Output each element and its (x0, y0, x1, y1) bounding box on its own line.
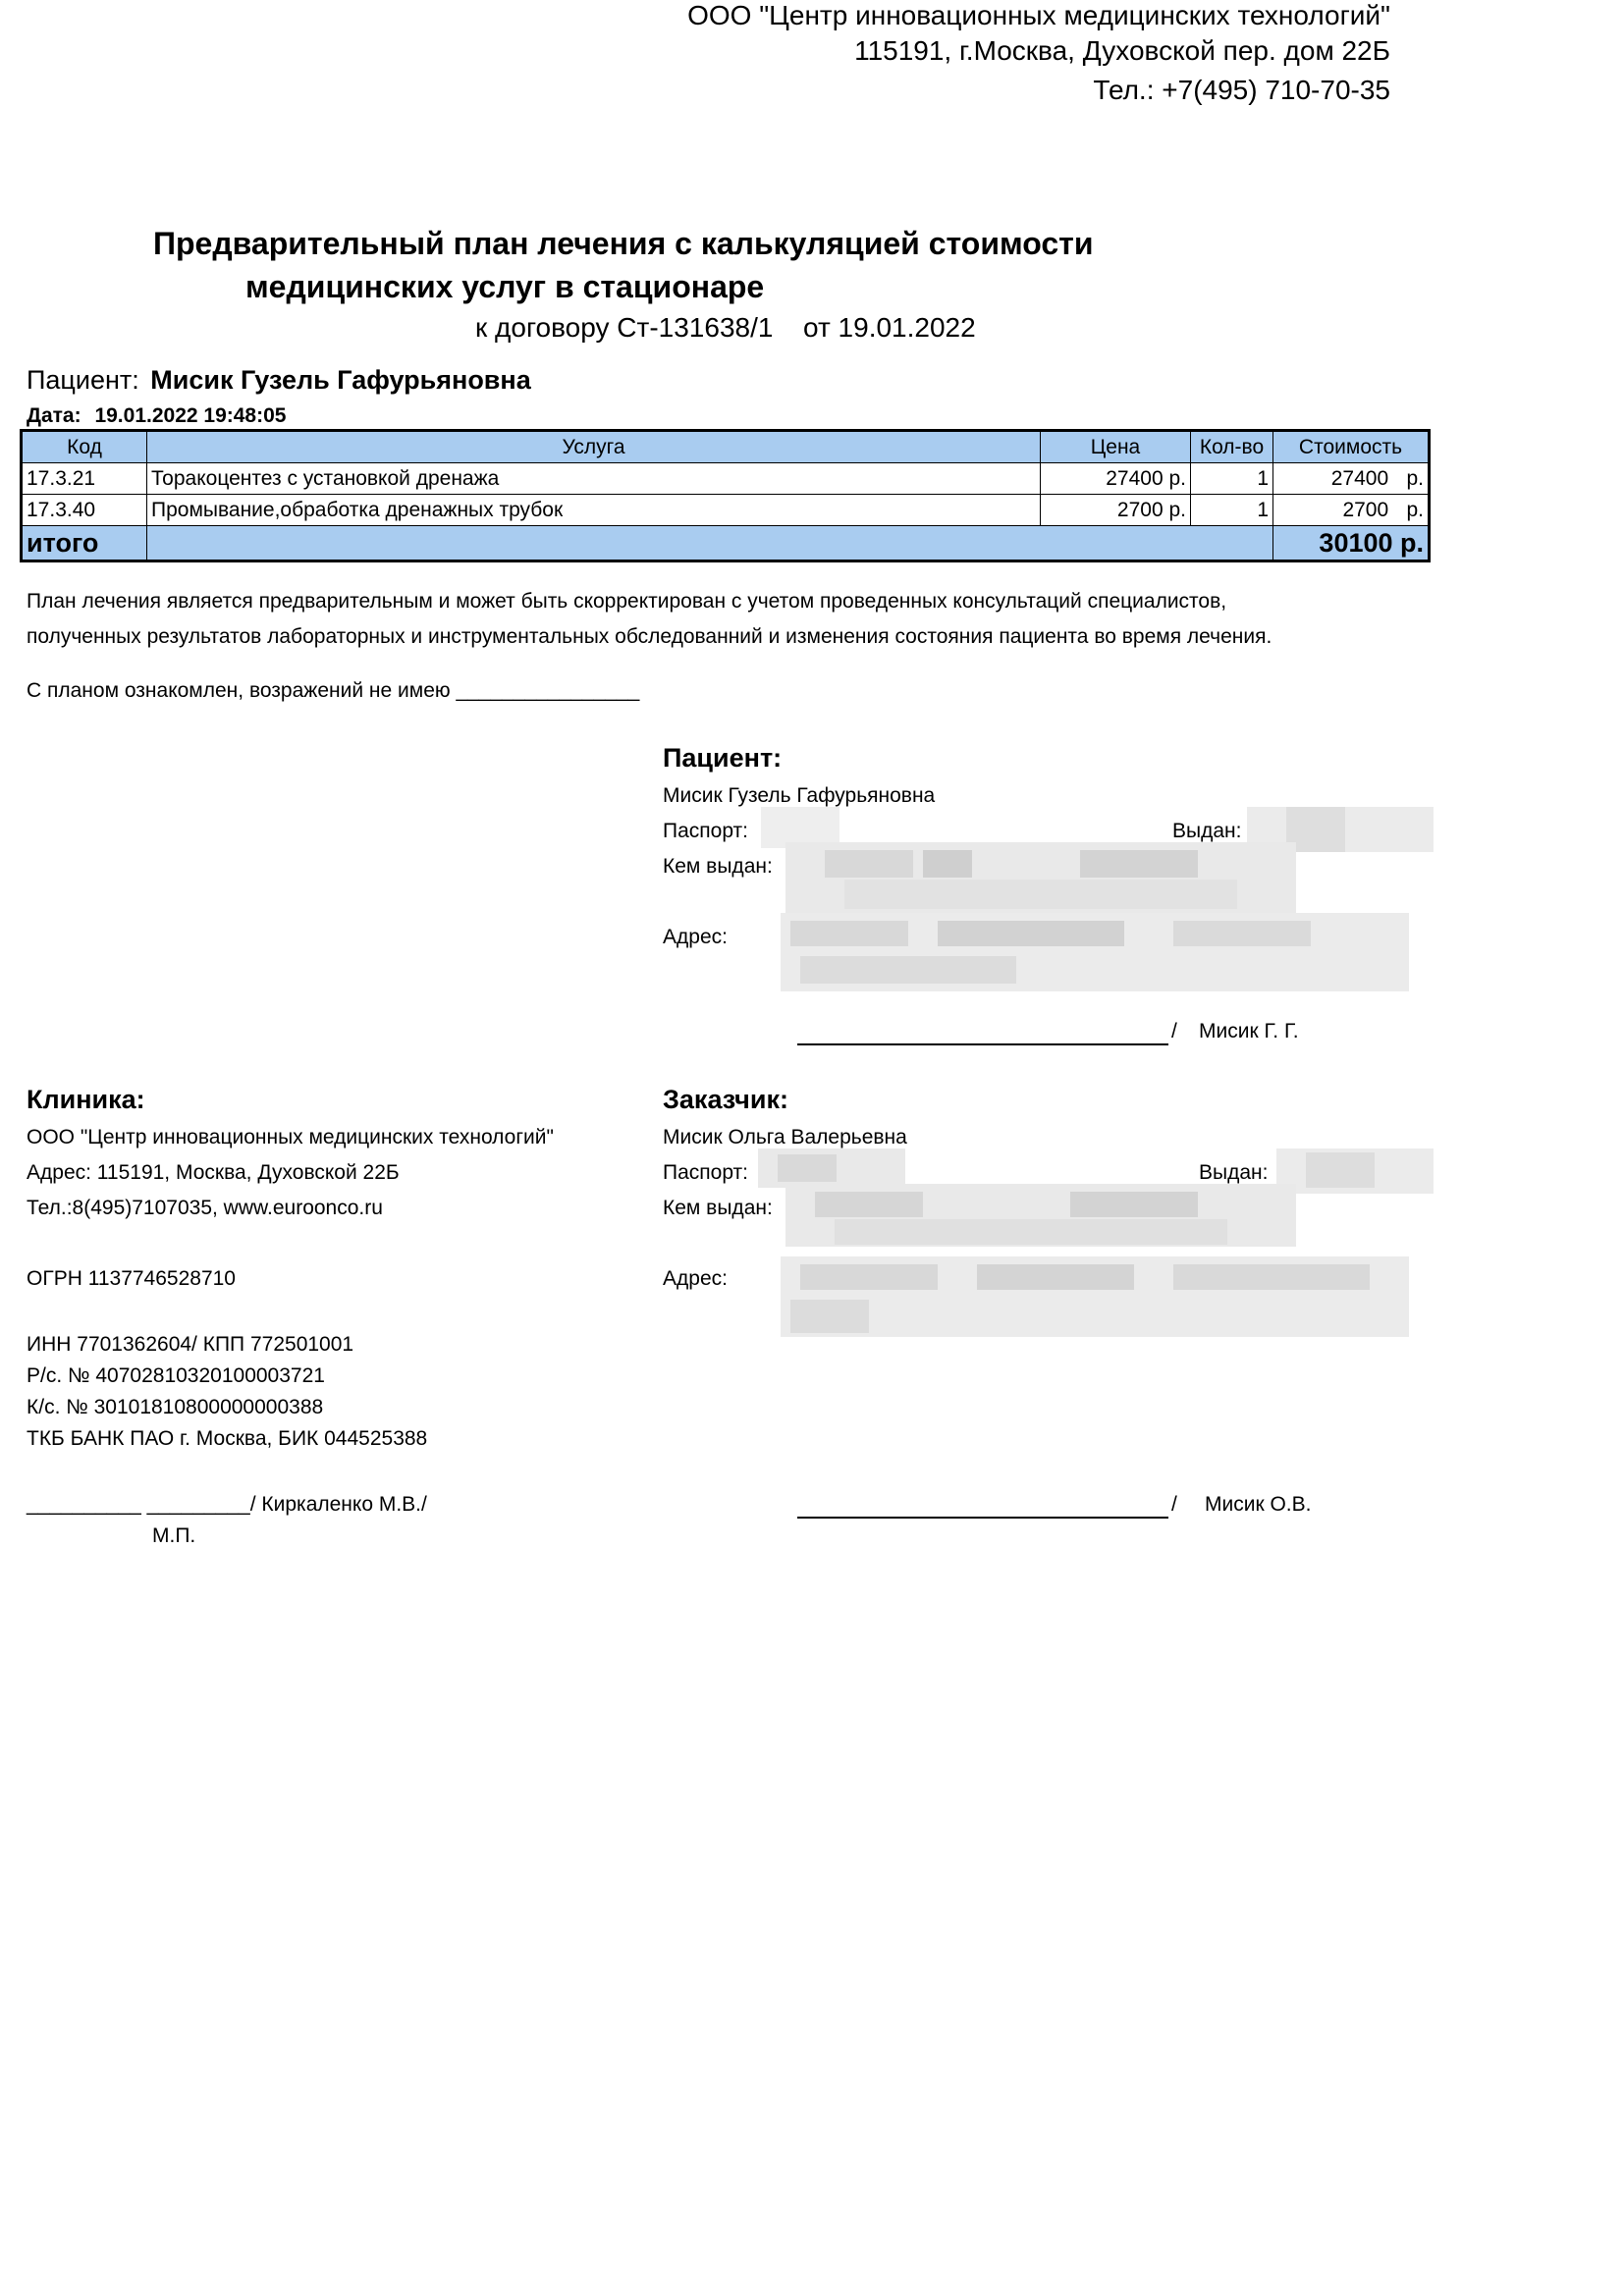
total-spacer (147, 526, 1273, 561)
clinic-header-name: ООО "Центр инновационных медицинских технологий" (687, 0, 1390, 30)
row-price (1041, 463, 1191, 495)
row-cost-currency: р. (1406, 466, 1424, 490)
contract-date: от 19.01.2022 (803, 312, 976, 343)
services-table (20, 429, 1431, 562)
clinic-block-account: Р/с. № 40702810320100003721 (27, 1364, 325, 1387)
patient-signature-line (797, 1043, 1168, 1045)
note-line1: План лечения является предварительным и может быть скорректирован с учетом проведенных консультаций специалистов, (27, 590, 1227, 613)
patient-issued-label: Выдан: (1172, 820, 1242, 842)
redacted-customer-issued (1276, 1148, 1434, 1194)
clinic-block-name: ООО "Центр инновационных медицинских технологий" (27, 1126, 554, 1148)
document-title-line1: Предварительный план лечения с калькуляцией стоимости (153, 226, 1094, 261)
header-code: Код (22, 431, 147, 463)
patient-block-heading: Пациент: (663, 743, 783, 773)
contract-number: к договору Ст-131638/1 (475, 312, 774, 343)
consent-line: С планом ознакомлен, возражений не имею ________________ (27, 679, 640, 702)
row-code: 17.3.40 (22, 495, 147, 526)
date-value: 19.01.2022 19:48:05 (94, 404, 287, 427)
patient-signature-name: Мисик Г. Г. (1199, 1020, 1299, 1042)
patient-signature-slash: / (1171, 1020, 1177, 1042)
row-cost-value: 2700 (1342, 498, 1389, 521)
row-qty: 1 (1191, 495, 1273, 526)
clinic-block-address: Адрес: 115191, Москва, Духовской 22Б (27, 1161, 400, 1184)
customer-signature-slash: / (1171, 1493, 1177, 1516)
clinic-stamp: М.П. (152, 1524, 196, 1547)
redacted-customer-address (781, 1256, 1409, 1337)
redacted-patient-issued-by (785, 842, 1296, 913)
table-total-row (22, 526, 1430, 561)
customer-signature-line (797, 1517, 1168, 1519)
row-price-value: 2700 (1116, 498, 1164, 521)
table-row (22, 463, 1430, 495)
patient-passport-label: Паспорт: (663, 820, 748, 842)
clinic-block-contacts: Тел.:8(495)7107035, www.euroonco.ru (27, 1197, 383, 1219)
row-cost (1273, 495, 1430, 526)
row-service: Промывание,обработка дренажных трубок (147, 495, 1041, 526)
document-title-line2: медицинских услуг в стационаре (245, 269, 765, 304)
row-cost (1273, 463, 1430, 495)
clinic-block-ogrn: ОГРН 1137746528710 (27, 1267, 236, 1290)
total-value: 30100 р. (1273, 526, 1430, 561)
patient-issued-by-label: Кем выдан: (663, 855, 773, 878)
header-price: Цена (1041, 431, 1191, 463)
clinic-header-phone: Тел.: +7(495) 710-70-35 (1093, 75, 1390, 105)
customer-address-label: Адрес: (663, 1267, 728, 1290)
row-price-value: 27400 (1106, 466, 1164, 490)
row-price-currency: р. (1168, 498, 1186, 521)
note-line2: полученных результатов лабораторных и инструментальных обследованний и изменения состояния пациента во время лечения. (27, 625, 1272, 648)
date-label: Дата: (27, 404, 81, 427)
redacted-patient-address (781, 913, 1409, 991)
customer-signature-name: Мисик О.В. (1205, 1493, 1312, 1516)
customer-block-name: Мисик Ольга Валерьевна (663, 1126, 907, 1148)
clinic-signature: __________ _________/ Киркаленко М.В./ (27, 1493, 427, 1516)
row-qty: 1 (1191, 463, 1273, 495)
clinic-block-bank: ТКБ БАНК ПАО г. Москва, БИК 044525388 (27, 1427, 428, 1450)
row-price (1041, 495, 1191, 526)
patient-line-name: Мисик Гузель Гафурьяновна (150, 365, 531, 395)
table-header-row (22, 431, 1430, 463)
redacted-customer-issued-by (785, 1184, 1296, 1247)
redacted-customer-passport (758, 1148, 905, 1188)
row-cost-currency: р. (1406, 498, 1424, 521)
row-service: Торакоцентез с установкой дренажа (147, 463, 1041, 495)
clinic-header-address: 115191, г.Москва, Духовской пер. дом 22Б (854, 35, 1390, 66)
date-line (27, 404, 286, 428)
header-service: Услуга (147, 431, 1041, 463)
total-label: итого (22, 526, 147, 561)
patient-block-name: Мисик Гузель Гафурьяновна (663, 784, 936, 807)
patient-line-label: Пациент: (27, 365, 139, 395)
row-code: 17.3.21 (22, 463, 147, 495)
header-qty: Кол-во (1191, 431, 1273, 463)
clinic-block-corr-account: К/с. № 30101810800000000388 (27, 1396, 324, 1418)
patient-address-label: Адрес: (663, 926, 728, 948)
table-row (22, 495, 1430, 526)
customer-passport-label: Паспорт: (663, 1161, 748, 1184)
patient-line (27, 365, 531, 396)
customer-issued-label: Выдан: (1199, 1161, 1269, 1184)
row-cost-value: 27400 (1330, 466, 1389, 490)
row-price-currency: р. (1168, 466, 1186, 490)
clinic-block-inn: ИНН 7701362604/ КПП 772501001 (27, 1333, 354, 1356)
clinic-block-heading: Клиника: (27, 1085, 145, 1114)
customer-issued-by-label: Кем выдан: (663, 1197, 773, 1219)
header-cost: Стоимость (1273, 431, 1430, 463)
customer-block-heading: Заказчик: (663, 1085, 788, 1114)
